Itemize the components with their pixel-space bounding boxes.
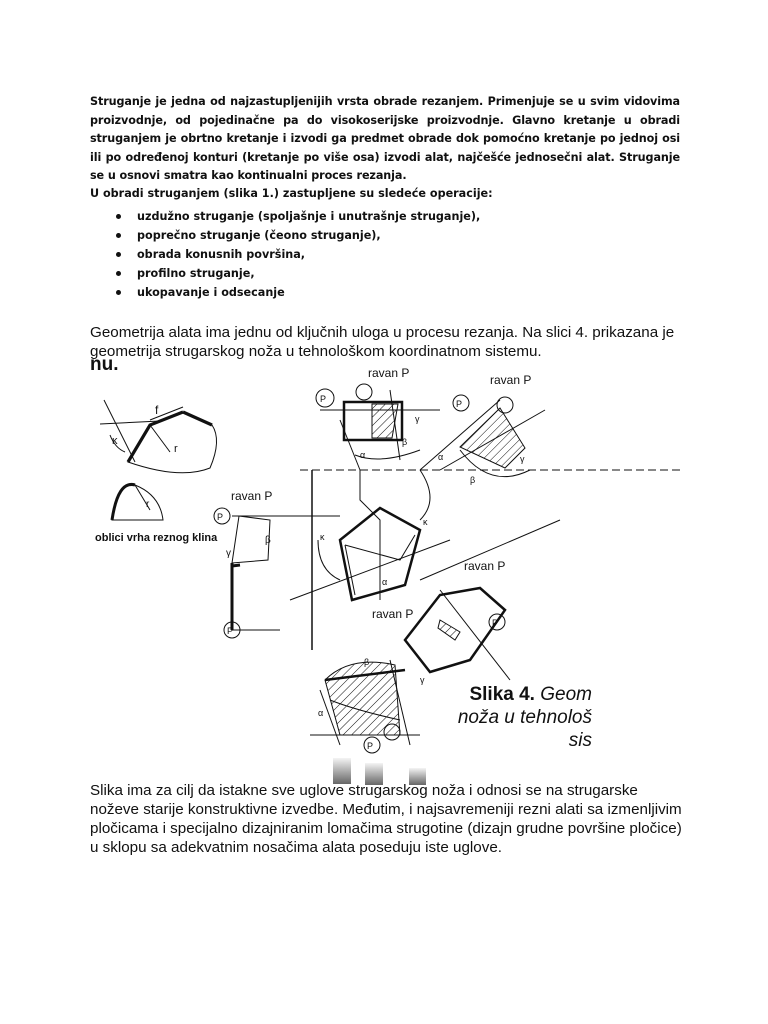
tool-tip-detail	[100, 400, 217, 473]
svg-text:P: P	[492, 618, 499, 628]
label-r2: r	[146, 499, 150, 510]
paragraph-conclusion: Slika ima za cilj da istakne sve uglove strugarskog noža i odnosi se na strugarske noževe starije konstruktivne izvedbe. Međutim, i najsavremeniji rezni alati sa izmenljivim pločicama i specijalno dizajniranim lomačima strugotine (dizajn grudne površine pločice) u sklopu sa adekvatnim nosačima alata poseduju iste uglove.	[90, 782, 682, 856]
svg-text:P: P	[456, 399, 463, 409]
section-pf	[214, 489, 340, 638]
label-ravan-po: ravan P	[490, 373, 532, 387]
section-pp	[316, 366, 440, 460]
svg-text:P: P	[367, 741, 374, 751]
label-ravan-pf: ravan P	[231, 489, 273, 503]
label-kappa: κ	[112, 435, 118, 447]
svg-text:γ: γ	[415, 414, 420, 424]
list-item: uzdužno struganje (spoljašnje i unutrašnje struganje),	[90, 207, 650, 226]
list-item: profilno struganje,	[90, 264, 650, 283]
caption-label: Slika 4.	[469, 684, 535, 705]
list-item: ukopavanje i odsecanje	[90, 283, 650, 302]
tip-shape-detail	[95, 484, 218, 544]
label-oblici: oblici vrha reznog klina	[95, 532, 218, 544]
label-ravan-pr: ravan P	[372, 607, 414, 621]
section-po	[440, 373, 545, 485]
section-ps	[405, 520, 560, 680]
label-f: f	[155, 403, 159, 417]
fragment-text: nu.	[90, 354, 119, 375]
svg-text:κ: κ	[320, 532, 325, 542]
list-item: poprečno struganje (čeono struganje),	[90, 226, 650, 245]
svg-text:β: β	[265, 535, 271, 546]
svg-text:P: P	[227, 626, 234, 636]
svg-text:α: α	[382, 577, 388, 587]
svg-text:β: β	[402, 437, 408, 447]
svg-text:γ: γ	[226, 548, 231, 559]
svg-text:α: α	[360, 450, 366, 460]
operations-heading: U obradi struganjem (slika 1.) zastupljene su sledeće operacije:	[90, 187, 493, 200]
paragraph-intro: Struganje je jedna od najzastupljenijih vrsta obrade rezanjem. Primenjuje se u svim vidovima proizvodnje, od pojedinačne pa do visokoserijske proizvodnje. Glavno kretanje u obradi struganjem je obrtno kretanje i izvodi ga predmet obrade dok pomoćno kretanje po jednoj osi ili po određenoj konturi (kretanje po više osa) izvodi alat, najčešće jednosečni alat. Struganje se u osnovi smatra kao kontinualni proces rezanja.	[90, 95, 680, 182]
svg-text:β: β	[364, 657, 370, 667]
svg-text:α: α	[438, 452, 444, 462]
svg-text:κ: κ	[423, 517, 428, 527]
svg-text:P: P	[217, 512, 224, 522]
section-pn	[310, 657, 425, 753]
label-r: r	[174, 443, 178, 455]
label-ravan-pp: ravan P	[368, 366, 410, 380]
svg-text:γ: γ	[520, 454, 525, 464]
label-ravan-ps: ravan P	[464, 559, 506, 573]
svg-text:γ: γ	[420, 675, 425, 685]
list-item: obrada konusnih površina,	[90, 245, 650, 264]
svg-text:α: α	[318, 708, 324, 718]
svg-text:β: β	[470, 475, 476, 485]
paragraph-geometry: Geometrija alata ima jednu od ključnih uloga u procesu rezanja. Na slici 4. prikazana je geometrija strugarskog noža u tehnološkom koordinatnom sistemu.	[90, 324, 675, 360]
svg-text:P: P	[320, 394, 327, 404]
figure-caption: Slika 4. Geom noža u tehnološ sis	[457, 684, 592, 751]
